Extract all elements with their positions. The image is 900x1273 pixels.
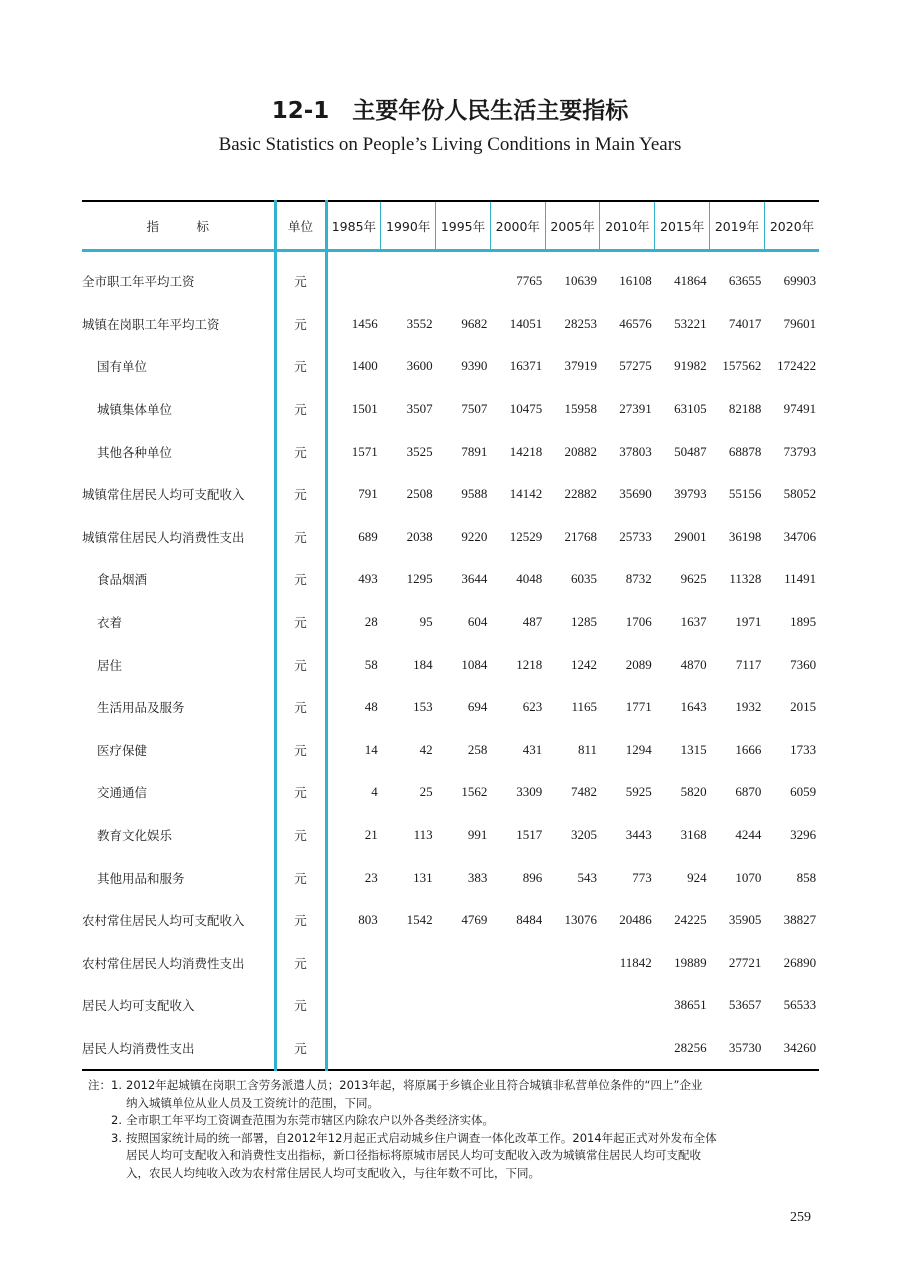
note-2 [82, 1112, 822, 1130]
value-cell: 9682 [461, 315, 488, 331]
value-cell: 28256 [655, 1027, 710, 1071]
row-unit: 元 [275, 601, 326, 644]
value-cell [490, 984, 545, 1027]
value-cell: 9390 [461, 358, 488, 374]
value-cell: 6035 [570, 571, 597, 587]
value-cell: 19889 [674, 954, 707, 970]
value-cell: 63655 [728, 273, 762, 289]
value-cell: 1218 [516, 656, 543, 672]
value-cell: 57275 [619, 358, 652, 374]
header-indicator: 指 标 [82, 201, 275, 251]
value-cell: 28 [364, 614, 378, 630]
row-unit: 元 [275, 942, 326, 985]
value-cell: 1932 [735, 699, 762, 715]
row-label: 城镇在岗职工年平均工资 [82, 316, 220, 332]
value-cell: 113 [413, 827, 433, 843]
note-3-prefix: 3. [111, 1130, 122, 1145]
value-cell: 35690 [619, 486, 652, 502]
value-cell [436, 984, 491, 1027]
row-label: 全市职工年平均工资 [82, 274, 195, 290]
value-cell: 2015 [790, 699, 817, 715]
value-cell: 4 [371, 784, 378, 800]
value-cell: 1971 [735, 614, 762, 630]
note-1-continued [82, 1095, 822, 1113]
row-label: 城镇集体单位 [97, 402, 173, 418]
value-cell: 55156 [728, 486, 762, 502]
value-cell: 91982 [674, 358, 707, 374]
value-cell: 10475 [509, 401, 543, 417]
value-cell: 5925 [625, 784, 652, 800]
value-cell: 1637 [680, 614, 707, 630]
value-cell: 3309 [516, 784, 543, 800]
value-cell: 14051 [509, 315, 543, 331]
value-cell [326, 942, 381, 985]
value-cell: 58052 [783, 486, 817, 502]
value-cell [490, 942, 545, 985]
value-cell: 184 [413, 656, 433, 672]
note-2-prefix: 2. [111, 1113, 122, 1127]
row-unit: 元 [275, 643, 326, 686]
value-cell: 3168 [680, 827, 707, 843]
value-cell: 27391 [619, 401, 652, 417]
value-cell: 21768 [564, 528, 597, 544]
value-cell: 1562 [461, 784, 488, 800]
value-cell: 4870 [680, 656, 707, 672]
value-cell: 35905 [728, 912, 762, 928]
row-unit: 元 [275, 388, 326, 431]
row-label: 衣着 [97, 615, 123, 631]
value-cell: 38651 [674, 997, 707, 1013]
row-unit: 元 [275, 984, 326, 1027]
row-unit: 元 [275, 303, 326, 346]
value-cell: 11842 [619, 954, 652, 970]
row-label: 医疗保健 [97, 742, 148, 758]
header-year-2010: 2010年 [600, 201, 655, 251]
table-row [82, 388, 819, 431]
value-cell [600, 1027, 655, 1071]
value-cell: 12529 [509, 528, 543, 544]
row-label: 其他用品和服务 [97, 870, 185, 886]
value-cell: 153 [413, 699, 433, 715]
table-body [82, 251, 819, 1071]
value-cell: 22882 [564, 486, 597, 502]
note-1-cont-text: 纳入城镇单位从业人员及工资统计的范围，下同。 [126, 1095, 379, 1110]
value-cell: 1295 [406, 571, 433, 587]
value-cell: 689 [358, 528, 378, 544]
value-cell: 73793 [783, 443, 817, 459]
header-year-2000: 2000年 [490, 201, 545, 251]
value-cell: 2038 [406, 528, 433, 544]
table-row [82, 729, 819, 772]
value-cell: 1400 [351, 358, 378, 374]
value-cell: 7765 [516, 273, 543, 289]
value-cell: 1706 [625, 614, 652, 630]
value-cell: 896 [522, 869, 543, 885]
value-cell [490, 1027, 545, 1071]
value-cell: 26890 [783, 954, 817, 970]
value-cell: 3525 [406, 443, 433, 459]
value-cell: 1456 [351, 315, 378, 331]
row-label: 农村常住居民人均可支配收入 [82, 913, 245, 929]
table-row [82, 516, 819, 559]
note-1 [82, 1077, 822, 1095]
note-2-text: 全市职工年平均工资调查范围为东莞市辖区内除农户以外各类经济实体。 [126, 1113, 494, 1127]
value-cell: 7360 [790, 656, 817, 672]
row-label: 城镇常住居民人均消费性支出 [82, 529, 245, 545]
table-row [82, 984, 819, 1027]
note-3-text: 按照国家统计局的统一部署，自2012年12月起正式启动城乡住户调查一体化改革工作。2014年起正式对外发布全体 [126, 1130, 717, 1145]
row-unit: 元 [275, 345, 326, 388]
value-cell: 4048 [516, 571, 543, 587]
value-cell: 791 [358, 486, 378, 502]
value-cell: 604 [467, 614, 488, 630]
value-cell [381, 1027, 436, 1071]
value-cell [381, 251, 436, 303]
value-cell: 803 [358, 912, 378, 928]
value-cell: 14218 [509, 443, 543, 459]
header-year-1990: 1990年 [381, 201, 436, 251]
value-cell: 16371 [509, 358, 543, 374]
header-year-2005: 2005年 [545, 201, 600, 251]
value-cell: 3296 [790, 827, 817, 843]
value-cell: 20882 [564, 443, 597, 459]
statistics-table [82, 200, 819, 1071]
value-cell: 95 [419, 614, 433, 630]
header-year-2020: 2020年 [764, 201, 819, 251]
row-unit: 元 [275, 771, 326, 814]
value-cell: 25 [419, 784, 433, 800]
value-cell: 1666 [735, 741, 762, 757]
value-cell [326, 251, 381, 303]
value-cell: 14142 [509, 486, 543, 502]
value-cell: 5820 [680, 784, 707, 800]
value-cell: 1771 [625, 699, 652, 715]
value-cell: 773 [632, 869, 652, 885]
value-cell: 58 [364, 656, 378, 672]
table-row [82, 558, 819, 601]
value-cell: 858 [796, 869, 817, 885]
table-row [82, 473, 819, 516]
table-row [82, 771, 819, 814]
value-cell: 20486 [619, 912, 652, 928]
value-cell: 383 [467, 869, 488, 885]
value-cell: 9220 [461, 528, 488, 544]
value-cell: 28253 [564, 315, 597, 331]
row-label: 居民人均可支配收入 [82, 998, 195, 1014]
value-cell [381, 942, 436, 985]
value-cell: 48 [364, 699, 378, 715]
header-year-2019: 2019年 [710, 201, 765, 251]
row-label: 交通通信 [97, 785, 148, 801]
row-unit: 元 [275, 558, 326, 601]
value-cell: 41864 [674, 273, 707, 289]
value-cell: 7482 [570, 784, 597, 800]
value-cell: 1315 [680, 741, 707, 757]
value-cell [326, 984, 381, 1027]
row-unit: 元 [275, 814, 326, 857]
table-row [82, 430, 819, 473]
row-label: 国有单位 [97, 359, 148, 375]
row-label: 农村常住居民人均消费性支出 [82, 955, 245, 971]
row-unit: 元 [275, 473, 326, 516]
value-cell: 15958 [564, 401, 597, 417]
value-cell: 543 [577, 869, 597, 885]
value-cell: 34706 [783, 528, 817, 544]
value-cell: 27721 [728, 954, 762, 970]
value-cell: 493 [358, 571, 378, 587]
value-cell: 1285 [570, 614, 597, 630]
header-year-2015: 2015年 [655, 201, 710, 251]
value-cell: 258 [467, 741, 488, 757]
value-cell: 36198 [728, 528, 762, 544]
value-cell: 3552 [406, 315, 433, 331]
value-cell [436, 1027, 491, 1071]
value-cell: 811 [577, 741, 597, 757]
table-row [82, 899, 819, 942]
row-unit: 元 [275, 686, 326, 729]
value-cell: 157562 [722, 358, 762, 374]
row-unit: 元 [275, 729, 326, 772]
value-cell: 13076 [564, 912, 597, 928]
value-cell [600, 984, 655, 1027]
value-cell [326, 1027, 381, 1071]
value-cell: 172422 [777, 358, 817, 374]
page-number: 259 [790, 1210, 811, 1225]
value-cell: 25733 [619, 528, 652, 544]
value-cell: 1165 [571, 699, 597, 715]
row-unit: 元 [275, 856, 326, 899]
note-3-cont1-text: 居民人均可支配收入和消费性支出指标，新口径指标将原城市居民人均可支配收入改为城镇常住居民人均可支配收 [126, 1148, 701, 1162]
value-cell: 11328 [729, 571, 762, 587]
value-cell: 694 [467, 699, 488, 715]
value-cell: 8732 [625, 571, 652, 587]
value-cell: 69903 [783, 273, 817, 289]
row-unit: 元 [275, 899, 326, 942]
value-cell: 97491 [783, 401, 817, 417]
value-cell: 6059 [790, 784, 817, 800]
table-row [82, 814, 819, 857]
value-cell: 24225 [674, 912, 707, 928]
value-cell: 10639 [564, 273, 597, 289]
value-cell: 53657 [728, 997, 762, 1013]
table-row [82, 345, 819, 388]
value-cell: 11491 [784, 571, 817, 587]
value-cell [436, 942, 491, 985]
value-cell: 56533 [783, 997, 817, 1013]
value-cell: 991 [467, 827, 488, 843]
value-cell: 79601 [783, 315, 817, 331]
value-cell: 4244 [735, 827, 762, 843]
value-cell: 1571 [351, 443, 378, 459]
value-cell: 53221 [674, 315, 707, 331]
value-cell: 35730 [710, 1027, 765, 1071]
value-cell: 14 [364, 741, 378, 757]
value-cell: 431 [522, 741, 543, 757]
value-cell: 623 [522, 699, 543, 715]
table-header-row [82, 201, 819, 251]
table-row [82, 643, 819, 686]
row-unit: 元 [275, 1027, 326, 1071]
value-cell: 7891 [461, 443, 488, 459]
value-cell: 4769 [461, 912, 488, 928]
value-cell: 34260 [764, 1027, 819, 1071]
value-cell: 50487 [674, 443, 707, 459]
value-cell: 1643 [680, 699, 707, 715]
table-row [82, 303, 819, 346]
value-cell: 29001 [674, 528, 707, 544]
value-cell: 1895 [790, 614, 817, 630]
row-label: 居民人均消费性支出 [82, 1027, 275, 1071]
value-cell: 37919 [564, 358, 597, 374]
value-cell: 1242 [570, 656, 597, 672]
value-cell: 2508 [406, 486, 433, 502]
value-cell [545, 984, 600, 1027]
value-cell [436, 251, 491, 303]
row-unit: 元 [275, 516, 326, 559]
value-cell: 131 [413, 869, 433, 885]
row-label: 城镇常住居民人均可支配收入 [82, 487, 245, 503]
value-cell: 63105 [674, 401, 707, 417]
note-3-continued-2 [82, 1165, 822, 1183]
note-3-cont2-text: 入，农民人均纯收入改为农村常住居民人均可支配收入，与往年数不可比，下同。 [126, 1165, 540, 1180]
value-cell: 9588 [461, 486, 488, 502]
value-cell: 487 [522, 614, 543, 630]
row-label: 生活用品及服务 [97, 700, 185, 716]
value-cell [545, 1027, 600, 1071]
value-cell: 39793 [674, 486, 707, 502]
value-cell: 1070 [735, 869, 762, 885]
value-cell: 924 [687, 869, 707, 885]
value-cell: 38827 [783, 912, 817, 928]
page-title-en: Basic Statistics on People’s Living Conditions in Main Years [218, 134, 682, 155]
value-cell: 23 [364, 869, 378, 885]
value-cell: 3507 [406, 401, 433, 417]
table-row [82, 1027, 819, 1071]
table-row [82, 601, 819, 644]
row-label: 其他各种单位 [97, 444, 173, 460]
value-cell: 21 [364, 827, 378, 843]
table-row [82, 251, 819, 303]
value-cell: 16108 [619, 273, 652, 289]
table-row [82, 942, 819, 985]
table-row [82, 686, 819, 729]
value-cell: 1517 [516, 827, 543, 843]
header-year-1985: 1985年 [326, 201, 381, 251]
value-cell: 7507 [461, 401, 488, 417]
value-cell: 1084 [461, 656, 488, 672]
value-cell: 1501 [351, 401, 378, 417]
row-unit: 元 [275, 430, 326, 473]
value-cell: 6870 [735, 784, 762, 800]
row-label: 食品烟酒 [97, 572, 148, 588]
value-cell: 46576 [619, 315, 652, 331]
table-row [82, 856, 819, 899]
value-cell [381, 984, 436, 1027]
value-cell: 8484 [516, 912, 543, 928]
note-1-prefix: 注：1. [88, 1078, 122, 1092]
value-cell: 3644 [461, 571, 488, 587]
value-cell: 3443 [625, 827, 652, 843]
header-year-1995: 1995年 [436, 201, 491, 251]
value-cell: 3205 [570, 827, 597, 843]
header-unit: 单位 [275, 201, 326, 251]
footnotes [82, 1077, 822, 1182]
value-cell: 1294 [625, 741, 652, 757]
value-cell: 74017 [728, 315, 762, 331]
note-1-text: 2012年起城镇在岗职工含劳务派遣人员；2013年起，将原属于乡镇企业且符合城镇非私营单位条件的“四上”企业 [126, 1078, 703, 1092]
value-cell: 1542 [406, 912, 433, 928]
value-cell [545, 942, 600, 985]
value-cell: 2089 [625, 656, 652, 672]
row-label: 教育文化娱乐 [97, 828, 173, 844]
note-3 [82, 1130, 822, 1148]
value-cell: 82188 [728, 401, 762, 417]
value-cell: 7117 [735, 656, 762, 672]
row-label: 居住 [97, 657, 123, 673]
value-cell: 3600 [406, 358, 433, 374]
value-cell: 1733 [790, 741, 817, 757]
value-cell: 37803 [619, 443, 652, 459]
value-cell: 42 [419, 741, 433, 757]
page-title-cn: 12-1 主要年份人民生活主要指标 [271, 98, 629, 124]
note-3-continued-1 [82, 1147, 822, 1165]
value-cell: 9625 [680, 571, 707, 587]
row-unit: 元 [275, 251, 326, 303]
value-cell: 68878 [728, 443, 762, 459]
